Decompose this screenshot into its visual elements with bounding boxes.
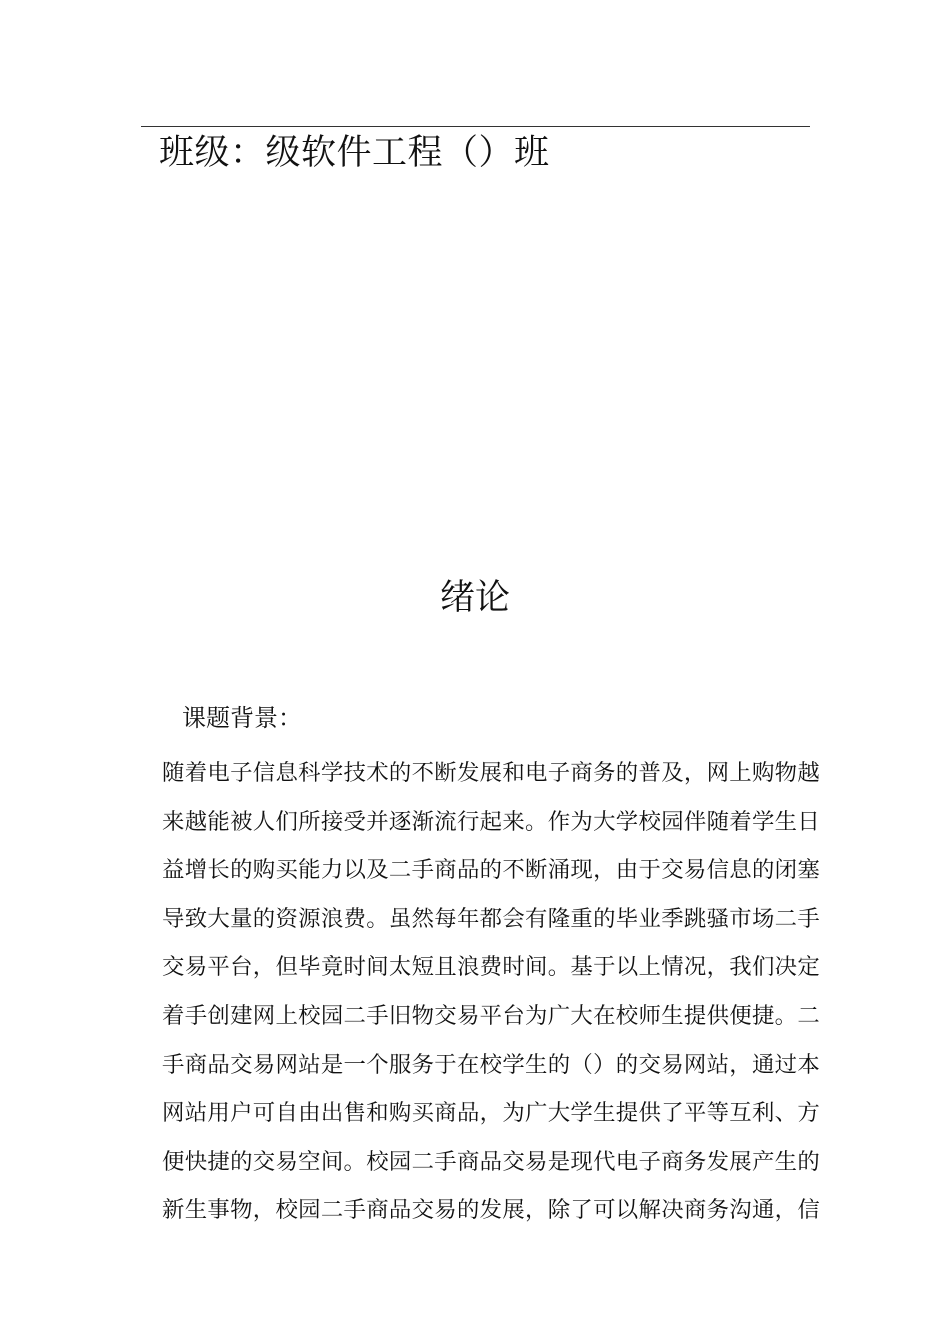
- body-line: 导致大量的资源浪费。虽然每年都会有隆重的毕业季跳骚市场二手: [162, 905, 821, 932]
- body-line: 便快捷的交易空间。校园二手商品交易是现代电子商务发展产生的: [162, 1148, 821, 1175]
- class-line: 班级：级软件工程（）班: [159, 133, 550, 173]
- body-line: 来越能被人们所接受并逐渐流行起来。作为大学校园伴随着学生日: [162, 808, 821, 835]
- body-line: 随着电子信息科学技术的不断发展和电子商务的普及，网上购物越: [162, 760, 821, 786]
- body-line: 手商品交易网站是一个服务于在校学生的（）的交易网站，通过本: [162, 1051, 821, 1078]
- body-line: 网站用户可自由出售和购买商品，为广大学生提供了平等互利、方: [162, 1100, 821, 1127]
- section-title: 绪论: [439, 578, 510, 618]
- body-line: 新生事物，校园二手商品交易的发展，除了可以解决商务沟通，信: [162, 1197, 821, 1224]
- body-line: 益增长的购买能力以及二手商品的不断涌现，由于交易信息的闭塞: [162, 857, 821, 884]
- body-line: 交易平台，但毕竟时间太短且浪费时间。基于以上情况，我们决定: [162, 954, 821, 981]
- body-line: 着手创建网上校园二手旧物交易平台为广大在校师生提供便捷。二: [162, 1002, 821, 1029]
- header-rule: [141, 126, 810, 127]
- body-paragraph: [162, 749, 822, 1235]
- subheading: 课题背景：: [182, 704, 302, 732]
